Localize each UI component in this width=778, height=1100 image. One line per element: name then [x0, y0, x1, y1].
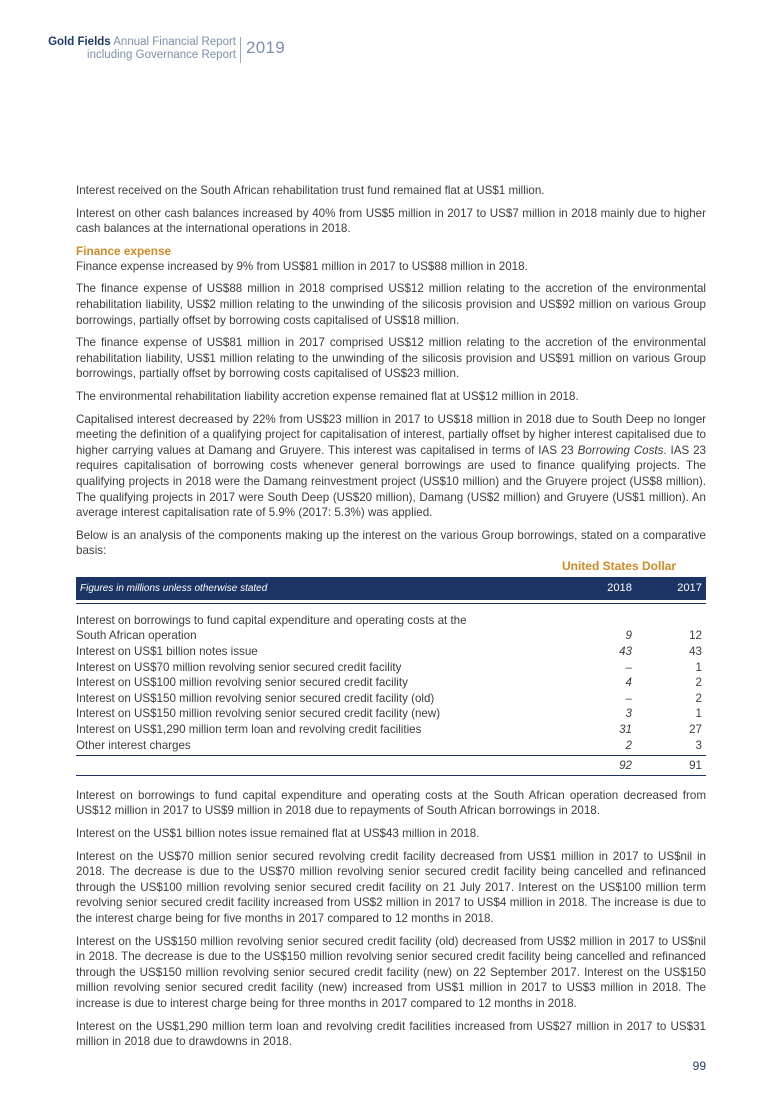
main-content — [76, 183, 706, 1057]
brand-name: Gold Fields — [48, 36, 111, 48]
paragraph: Interest on the US$70 million senior secured revolving credit facility decreased from US$1 million in 2017 to US$nil in 2018. The decrease is due to the US$70 million revolving senior secured credit facility being cancelled and refinanced through the US$100 million revolving senior secured credit facility on 21 July 2017. Interest on the US$100 million term revolving senior secured credit facility increased from US$2 million in 2017 to US$4 million in 2018. The increase is due to the interest charge being for five months in 2017 compared to 12 months in 2018. — [76, 849, 706, 925]
interest-table — [76, 613, 706, 776]
paragraph: Interest on other cash balances increased by 40% from US$5 million in 2017 to US$7 million in 2018 mainly due to higher cash balances at the international operations in 2018. — [76, 206, 706, 236]
page-header — [0, 36, 778, 66]
table-row: Interest on US$150 million revolving senior secured credit facility (new) 3 1 — [76, 707, 702, 721]
table-row: Interest on US$150 million revolving senior secured credit facility (old) – 2 — [76, 691, 702, 705]
paragraph: Interest received on the South African rehabilitation trust fund remained flat at US$1 million. — [76, 184, 545, 197]
table-rule — [76, 603, 706, 604]
column-2018: 2018 — [607, 581, 632, 594]
currency-label: United States Dollar — [561, 558, 676, 573]
column-2017: 2017 — [677, 581, 702, 594]
table-row: Interest on US$1 billion notes issue 43 43 — [76, 645, 702, 659]
total-2017: 91 — [689, 759, 702, 773]
report-name: Annual Financial Report — [113, 36, 236, 48]
paragraph: The finance expense of US$88 million in 2018 comprised US$12 million relating to the accretion of the environmental rehabilitation liability, US$2 million relating to the unwinding of the silicosis provision and US$92 million on various Group borrowings, partially offset by borrowing costs capitalised of US$18 million. — [76, 282, 706, 327]
paragraph: Finance expense increased by 9% from US$81 million in 2017 to US$88 million in 2018. — [76, 259, 528, 273]
report-title — [48, 36, 236, 62]
page-number: 99 — [692, 1059, 706, 1073]
table-row: Interest on borrowings to fund capital expenditure and operating costs at the South African operation 9 12 — [76, 613, 702, 643]
table-row: Interest on US$70 million revolving senior secured credit facility – 1 — [76, 660, 702, 674]
total-2018: 92 — [619, 759, 632, 773]
table-intro: Below is an analysis of the components making up the interest on the various Group borrowings, stated on a comparative basis: — [76, 528, 706, 558]
report-subtitle: including Governance Report — [87, 49, 236, 61]
table-header — [76, 577, 706, 600]
table-row: Interest on US$100 million revolving senior secured credit facility 4 2 — [76, 676, 702, 690]
section-heading-finance-expense: Finance expense — [76, 243, 172, 258]
table-row: Other interest charges 2 3 — [76, 738, 702, 752]
paragraph-capitalised-interest: Capitalised interest decreased by 22% from US$23 million in 2017 to US$18 million in 2018 due to South Deep no longer meeting the definition of a qualifying project for capitalisation of interest, partially offset by higher interest capitalised due to higher carrying values at Damang and Gruyere. This interest was capitalised in terms of IAS 23 Borrowing Costs. IAS 23 requires capitalisation of borrowing costs whenever general borrowings are used to finance qualifying projects. The qualifying projects in 2018 were the Damang reinvestment project (US$10 million) and the Gruyere project (US$8 million). The qualifying projects in 2017 were South Deep (US$20 million), Damang (US$2 million) and Gruyere (US$1 million). An average interest capitalisation rate of 5.9% (2017: 5.3%) was applied. — [76, 412, 706, 520]
paragraph: Interest on the US$150 million revolving senior secured credit facility (old) decreased from US$2 million in 2017 to US$nil in 2018. The decrease is due to the US$150 million revolving senior secured credit facility being cancelled and refinanced through the US$150 million revolving senior secured credit facility (new) on 22 September 2017. Interest on the US$150 million revolving senior secured credit facility (new) increased from US$1 million in 2017 to US$3 million in 2018. The increase is due to interest charge being for three months in 2017 compared to 12 months in 2018. — [76, 934, 706, 1010]
paragraph: The environmental rehabilitation liability accretion expense remained flat at US$12 million in 2018. — [76, 389, 579, 403]
paragraph: Interest on the US$1,290 million term loan and revolving credit facilities increased from US$27 million in 2017 to US$31 million in 2018 due to drawdowns in 2018. — [76, 1019, 706, 1049]
paragraph: Interest on borrowings to fund capital expenditure and operating costs at the South African operation decreased from US$12 million in 2017 to US$9 million in 2018 due to repayments of South African borrowings in 2018. — [76, 788, 706, 818]
paragraph: Interest on the US$1 billion notes issue remained flat at US$43 million in 2018. — [76, 827, 480, 840]
report-year: 2019 — [246, 38, 286, 57]
paragraph: The finance expense of US$81 million in 2017 comprised US$12 million relating to the accretion of the environmental rehabilitation liability, US$1 million relating to the unwinding of the silicosis provision and US$91 million on various Group borrowings, partially offset by borrowing costs capitalised of US$23 million. — [76, 336, 706, 381]
table-total-row — [76, 755, 706, 776]
table-header-label: Figures in millions unless otherwise stated — [80, 582, 268, 594]
table-row: Interest on US$1,290 million term loan and revolving credit facilities 31 27 — [76, 723, 702, 737]
header-divider — [240, 37, 241, 63]
analysis-paragraphs — [76, 788, 706, 1050]
